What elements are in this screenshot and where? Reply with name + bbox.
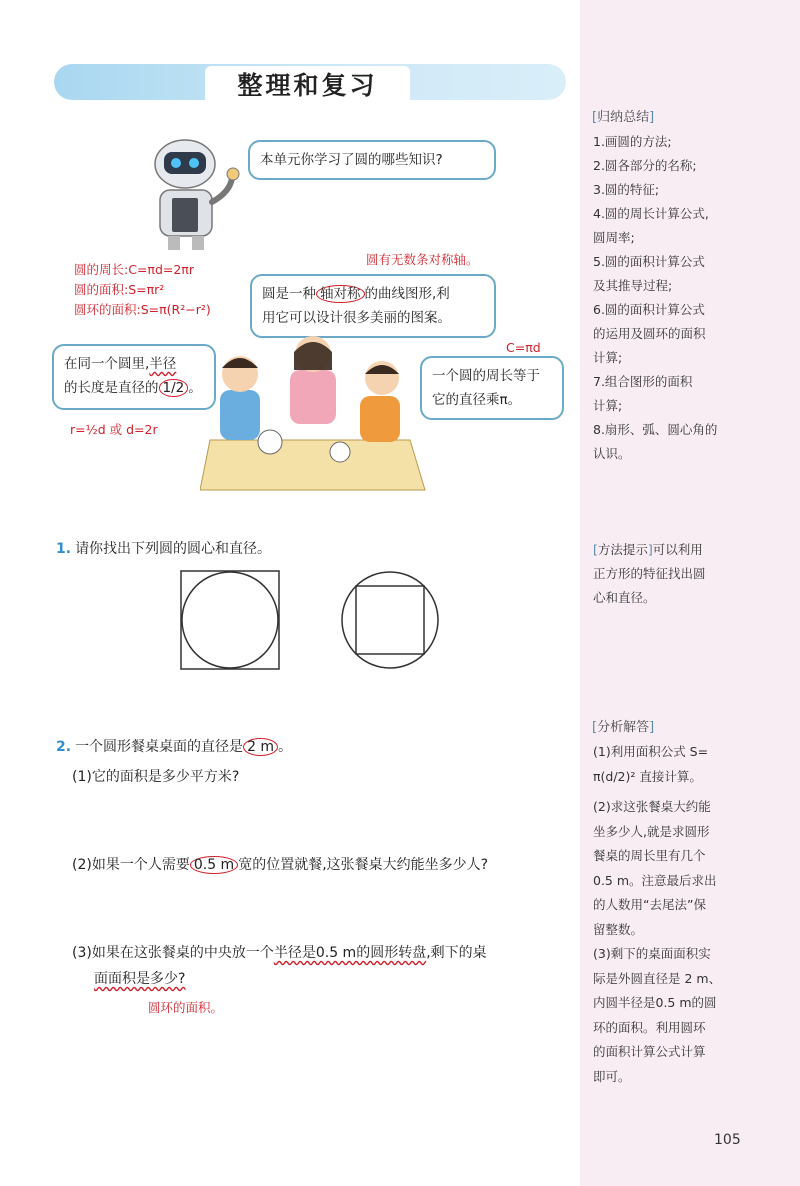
question-2-part-2 <box>72 852 488 878</box>
summary-item: 2.圆各部分的名称; <box>593 158 697 173</box>
analysis-line: 的人数用“去尾法”保 <box>593 897 706 912</box>
radius-formula-note: r=½d 或 d=2r <box>70 422 158 437</box>
formula-ring-area: 圆环的面积:S=π(R²−r²) <box>74 302 211 317</box>
summary-item: 7.组合图形的面积 <box>593 374 693 389</box>
question-1-number: 1. <box>56 541 72 557</box>
summary-item: 圆周率; <box>593 230 635 245</box>
analysis-line: 坐多少人,就是求圆形 <box>593 823 710 839</box>
method-tip: [方法提示]可以利用 正方形的特征找出圆 心和直径。 <box>593 538 773 610</box>
part-3-line-2: 面面积是多少? <box>94 971 186 987</box>
method-title: 方法提示 <box>597 542 648 557</box>
children-table-illustration <box>200 330 430 495</box>
right-boy-speech-bubble <box>420 356 564 420</box>
part-3-text-c: ,剩下的桌 <box>426 945 487 961</box>
question-2-text-c: 。 <box>278 739 293 755</box>
method-line: 心和直径。 <box>593 590 656 605</box>
left-boy-punct: 。 <box>188 380 202 396</box>
summary-item: 的运用及圆环的面积 <box>593 326 706 341</box>
girl-speech-bubble <box>250 274 496 338</box>
robot-speech-bubble <box>248 140 496 180</box>
analysis-line: 际是外圆直径是 2 m、 <box>593 970 722 986</box>
summary-item: 8.扇形、弧、圆心角的 <box>593 422 718 437</box>
diameter-value: 2 m <box>243 738 278 756</box>
analysis-line: 留整数。 <box>593 921 644 937</box>
question-2-number: 2. <box>56 739 72 755</box>
left-boy-text-1: 在同一个圆里, <box>64 356 150 372</box>
analysis-line: 0.5 m。注意最后求出 <box>593 872 717 888</box>
left-boy-text-2: 的长度是直径的 <box>64 380 159 396</box>
analysis-line: 内圆半径是0.5 m的圆 <box>593 995 717 1010</box>
analysis-list <box>593 740 773 1089</box>
question-1 <box>56 536 271 562</box>
summary-title: 归纳总结 <box>597 110 650 125</box>
method-line: 正方形的特征找出圆 <box>593 566 706 581</box>
half-fraction: 1/2 <box>159 379 189 397</box>
summary-item: 及其推导过程; <box>593 278 673 293</box>
analysis-line: 即可。 <box>593 1068 631 1084</box>
analysis-line: π(d/2)² 直接计算。 <box>593 768 702 784</box>
radius-term: 半径 <box>149 356 177 372</box>
summary-item: 3.圆的特征; <box>593 182 660 197</box>
square-with-inscribed-circle <box>180 570 280 670</box>
analysis-line: (3)剩下的桌面面积实 <box>593 946 711 961</box>
page-title: 整理和复习 <box>205 66 410 104</box>
left-boy-speech-bubble <box>52 344 216 410</box>
analysis-heading: [分析解答] <box>592 720 655 735</box>
analysis-line: 环的面积。利用圆环 <box>593 1019 706 1035</box>
summary-item: 4.圆的周长计算公式, <box>593 206 709 221</box>
method-line: 可以利用 <box>652 542 703 557</box>
turntable-radius: 半径是0.5 m的圆形转盘 <box>273 945 427 961</box>
summary-item: 计算; <box>593 398 623 413</box>
summary-item: 认识。 <box>593 446 631 461</box>
circle-with-inscribed-square <box>340 570 440 670</box>
girl-text-3: 用它可以设计很多美丽的图案。 <box>262 310 451 326</box>
question-2 <box>56 734 292 760</box>
part-3-text-a: (3)如果在这张餐桌的中央放一个 <box>72 945 274 961</box>
analysis-title: 分析解答 <box>597 720 650 735</box>
circumference-note: C=πd <box>506 340 541 355</box>
right-boy-text-1: 一个圆的周长等于 <box>432 368 540 384</box>
question-2-part-3 <box>72 940 572 992</box>
question-2-part-1: (1)它的面积是多少平方米? <box>72 769 240 785</box>
girl-text-2: 的曲线图形,利 <box>364 286 450 302</box>
symmetry-note: 圆有无数条对称轴。 <box>366 252 479 267</box>
analysis-line: (2)求这张餐桌大约能 <box>593 799 711 814</box>
analysis-line: 餐桌的周长里有几个 <box>593 848 706 863</box>
axis-symmetry-term: 轴对称 <box>316 285 365 303</box>
question-1-text: 请你找出下列圆的圆心和直径。 <box>75 541 272 557</box>
seat-width-value: 0.5 m <box>190 856 238 874</box>
summary-heading: [归纳总结] <box>592 110 655 125</box>
summary-item: 1.画圆的方法; <box>593 134 672 149</box>
analysis-line: 的面积计算公式计算 <box>593 1044 706 1059</box>
ring-area-note: 圆环的面积。 <box>148 1000 224 1015</box>
summary-list <box>593 130 773 466</box>
formula-circumference: 圆的周长:C=πd=2πr <box>74 262 194 277</box>
part-2-text-a: (2)如果一个人需要 <box>72 857 190 873</box>
robot-question: 本单元你学习了圆的哪些知识? <box>260 152 443 168</box>
page-number: 105 <box>714 1132 741 1148</box>
formula-area: 圆的面积:S=πr² <box>74 282 165 297</box>
summary-item: 5.圆的面积计算公式 <box>593 254 705 269</box>
girl-text-1: 圆是一种 <box>262 286 316 302</box>
analysis-line: (1)利用面积公式 S= <box>593 744 709 759</box>
robot-illustration <box>140 132 250 252</box>
summary-item: 6.圆的面积计算公式 <box>593 302 705 317</box>
question-2-text-a: 一个圆形餐桌桌面的直径是 <box>75 739 244 755</box>
summary-item: 计算; <box>593 350 623 365</box>
part-2-text-c: 宽的位置就餐,这张餐桌大约能坐多少人? <box>238 857 489 873</box>
right-boy-text-2: 它的直径乘π。 <box>432 392 522 408</box>
